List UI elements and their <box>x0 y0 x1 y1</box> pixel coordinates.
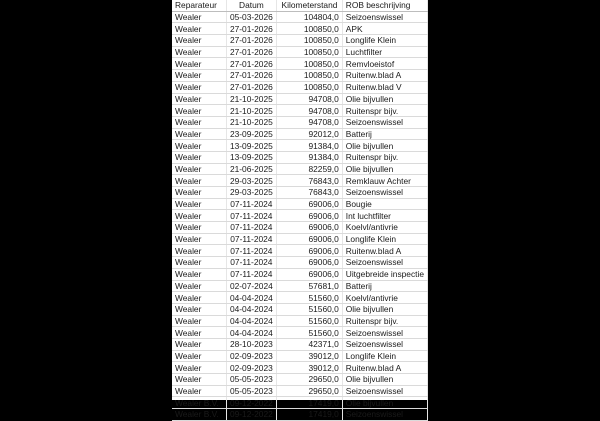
reparateur-cell[interactable]: Wealer <box>172 327 226 339</box>
datum-cell[interactable]: 29-03-2025 <box>226 175 277 187</box>
reparateur-cell[interactable]: Wealer <box>172 292 226 304</box>
reparateur-cell[interactable]: Wealer <box>172 257 226 269</box>
reparateur-cell[interactable]: Wealer <box>172 128 226 140</box>
reparateur-cell[interactable]: Wealer <box>172 81 226 93</box>
table-row <box>172 128 428 140</box>
reparateur-cell[interactable]: Wealer <box>172 105 226 117</box>
beschrijving-cell[interactable]: Int luchtfilter <box>342 210 427 222</box>
table-row <box>172 23 428 35</box>
beschrijving-cell[interactable]: Olie bijvullen <box>342 163 427 175</box>
table-row <box>172 81 428 93</box>
datum-cell[interactable]: 04-04-2024 <box>226 315 277 327</box>
kilometerstand-cell[interactable]: 94708,0 <box>277 93 343 105</box>
table-row <box>172 233 428 245</box>
table-row <box>172 105 428 117</box>
datum-cell[interactable]: 07-11-2024 <box>226 257 277 269</box>
reparateur-cell[interactable]: Wealer <box>172 303 226 315</box>
reparateur-cell[interactable]: Wealer B.V. <box>172 397 226 409</box>
beschrijving-cell[interactable]: Luchtfilter <box>342 46 427 58</box>
datum-cell[interactable]: 07-11-2024 <box>226 222 277 234</box>
kilometerstand-cell[interactable]: 100850,0 <box>277 70 343 82</box>
beschrijving-cell[interactable]: Longlife Klein <box>342 233 427 245</box>
table-row <box>172 151 428 163</box>
table-row <box>172 280 428 292</box>
table-row <box>172 93 428 105</box>
kilometerstand-cell[interactable]: 100850,0 <box>277 35 343 47</box>
beschrijving-cell[interactable]: Olie bijvullen <box>342 140 427 152</box>
kilometerstand-cell[interactable]: 17419,0 <box>277 397 343 409</box>
kilometerstand-cell[interactable]: 69006,0 <box>277 245 343 257</box>
table-row <box>172 35 428 47</box>
reparateur-cell[interactable]: Wealer <box>172 245 226 257</box>
datum-cell[interactable]: 27-01-2026 <box>226 70 277 82</box>
table-row <box>172 292 428 304</box>
beschrijving-cell[interactable]: Remvloeistof <box>342 58 427 70</box>
table-row <box>172 257 428 269</box>
beschrijving-cell[interactable]: Ruitenspr bijv. <box>342 105 427 117</box>
beschrijving-cell[interactable]: Ruitenspr bijv. <box>342 151 427 163</box>
datum-cell[interactable]: 07-11-2024 <box>226 245 277 257</box>
datum-cell[interactable]: 13-09-2025 <box>226 151 277 163</box>
kilometerstand-cell[interactable]: 39012,0 <box>277 350 343 362</box>
reparateur-cell[interactable]: Wealer <box>172 315 226 327</box>
reparateur-cell[interactable]: Wealer <box>172 70 226 82</box>
beschrijving-cell[interactable]: Ruitenw.blad A <box>342 362 427 374</box>
table-row <box>172 70 428 82</box>
beschrijving-cell[interactable]: Seizoenswissel <box>342 11 427 23</box>
table-row <box>172 116 428 128</box>
datum-cell[interactable]: 21-06-2025 <box>226 163 277 175</box>
reparateur-cell[interactable]: Wealer <box>172 116 226 128</box>
kilometerstand-cell[interactable]: 17419,0 <box>277 409 343 421</box>
datum-cell[interactable]: 02-09-2023 <box>226 362 277 374</box>
table-row <box>172 385 428 397</box>
beschrijving-cell[interactable]: Olie bijvullen <box>342 374 427 386</box>
reparateur-cell[interactable]: Wealer <box>172 280 226 292</box>
kilometerstand-cell[interactable]: 69006,0 <box>277 198 343 210</box>
table-row <box>172 140 428 152</box>
table-row <box>172 210 428 222</box>
datum-cell[interactable]: 27-01-2026 <box>226 58 277 70</box>
column-header-kilometerstand[interactable]: Kilometerstand <box>277 0 343 11</box>
reparateur-cell[interactable]: Wealer <box>172 140 226 152</box>
kilometerstand-cell[interactable]: 92012,0 <box>277 128 343 140</box>
beschrijving-cell[interactable]: Ruitenw.blad A <box>342 245 427 257</box>
datum-cell[interactable]: 27-01-2026 <box>226 35 277 47</box>
reparateur-cell[interactable]: Wealer <box>172 385 226 397</box>
beschrijving-cell[interactable]: Batterij <box>342 128 427 140</box>
datum-cell[interactable]: 27-01-2026 <box>226 81 277 93</box>
reparateur-cell[interactable]: Wealer <box>172 175 226 187</box>
table-row <box>172 175 428 187</box>
table-row <box>172 409 428 421</box>
kilometerstand-cell[interactable]: 51560,0 <box>277 292 343 304</box>
kilometerstand-cell[interactable]: 104804,0 <box>277 11 343 23</box>
beschrijving-cell[interactable]: Bougie <box>342 198 427 210</box>
reparateur-cell[interactable]: Wealer <box>172 374 226 386</box>
kilometerstand-cell[interactable]: 76843,0 <box>277 175 343 187</box>
table-row <box>172 245 428 257</box>
datum-cell[interactable]: 27-01-2026 <box>226 23 277 35</box>
reparateur-cell[interactable]: Wealer B.V. <box>172 409 226 421</box>
datum-cell[interactable]: 27-01-2026 <box>226 46 277 58</box>
kilometerstand-cell[interactable]: 76843,0 <box>277 187 343 199</box>
kilometerstand-cell[interactable]: 100850,0 <box>277 46 343 58</box>
kilometerstand-cell[interactable]: 69006,0 <box>277 210 343 222</box>
reparateur-cell[interactable]: Wealer <box>172 233 226 245</box>
datum-cell[interactable]: 04-04-2024 <box>226 327 277 339</box>
reparateur-cell[interactable]: Wealer <box>172 187 226 199</box>
datum-cell[interactable]: 04-04-2024 <box>226 292 277 304</box>
datum-cell[interactable]: 02-07-2024 <box>226 280 277 292</box>
datum-cell[interactable]: 04-04-2024 <box>226 303 277 315</box>
kilometerstand-cell[interactable]: 39012,0 <box>277 362 343 374</box>
table-row <box>172 350 428 362</box>
kilometerstand-cell[interactable]: 94708,0 <box>277 116 343 128</box>
kilometerstand-cell[interactable]: 57681,0 <box>277 280 343 292</box>
column-header-rob-beschrijving[interactable]: ROB beschrijving <box>342 0 427 11</box>
datum-cell[interactable]: 13-09-2025 <box>226 140 277 152</box>
datum-cell[interactable]: 07-11-2024 <box>226 233 277 245</box>
beschrijving-cell[interactable]: Seizoenswissel <box>342 409 427 421</box>
beschrijving-cell[interactable]: Ruitenw.blad A <box>342 70 427 82</box>
table-row <box>172 362 428 374</box>
reparateur-cell[interactable]: Wealer <box>172 58 226 70</box>
kilometerstand-cell[interactable]: 82259,0 <box>277 163 343 175</box>
table-row <box>172 303 428 315</box>
table-row <box>172 198 428 210</box>
reparateur-cell[interactable]: Wealer <box>172 198 226 210</box>
kilometerstand-cell[interactable]: 91384,0 <box>277 140 343 152</box>
table-row <box>172 46 428 58</box>
beschrijving-cell[interactable]: Ruitenspr bijv. <box>342 315 427 327</box>
beschrijving-cell[interactable]: Longlife Klein <box>342 350 427 362</box>
datum-cell[interactable]: 07-11-2024 <box>226 210 277 222</box>
kilometerstand-cell[interactable]: 69006,0 <box>277 257 343 269</box>
kilometerstand-cell[interactable]: 29650,0 <box>277 374 343 386</box>
beschrijving-cell[interactable]: Longlife Klein <box>342 35 427 47</box>
beschrijving-cell[interactable]: APK <box>342 23 427 35</box>
table-row <box>172 58 428 70</box>
beschrijving-cell[interactable]: Seizoenswissel <box>342 187 427 199</box>
header-row <box>172 0 428 11</box>
beschrijving-cell[interactable]: Koelvl/antivrie <box>342 222 427 234</box>
beschrijving-cell[interactable]: Olie bijvullen <box>342 303 427 315</box>
reparateur-cell[interactable]: Wealer <box>172 338 226 350</box>
kilometerstand-cell[interactable]: 69006,0 <box>277 222 343 234</box>
datum-cell[interactable]: 09-12-2022 <box>226 397 277 409</box>
beschrijving-cell[interactable]: Koelvl/antivrie <box>342 292 427 304</box>
table-row <box>172 397 428 409</box>
datum-cell[interactable]: 02-09-2023 <box>226 350 277 362</box>
reparateur-cell[interactable]: Wealer <box>172 210 226 222</box>
reparateur-cell[interactable]: Wealer <box>172 163 226 175</box>
datum-cell[interactable]: 21-10-2025 <box>226 93 277 105</box>
reparateur-cell[interactable]: Wealer <box>172 35 226 47</box>
table-row <box>172 268 428 280</box>
table-row <box>172 315 428 327</box>
kilometerstand-cell[interactable]: 29650,0 <box>277 385 343 397</box>
kilometerstand-cell[interactable]: 69006,0 <box>277 268 343 280</box>
reparateur-cell[interactable]: Wealer <box>172 151 226 163</box>
table-row <box>172 222 428 234</box>
table-body <box>172 11 428 420</box>
datum-cell[interactable]: 29-03-2025 <box>226 187 277 199</box>
beschrijving-cell[interactable]: Olie bijvullen <box>342 93 427 105</box>
kilometerstand-cell[interactable]: 51560,0 <box>277 303 343 315</box>
kilometerstand-cell[interactable]: 100850,0 <box>277 81 343 93</box>
spreadsheet-area <box>172 0 428 420</box>
datum-cell[interactable]: 21-10-2025 <box>226 105 277 117</box>
datum-cell[interactable]: 07-11-2024 <box>226 198 277 210</box>
reparateur-cell[interactable]: Wealer <box>172 362 226 374</box>
kilometerstand-cell[interactable]: 42371,0 <box>277 338 343 350</box>
datum-cell[interactable]: 05-03-2026 <box>226 11 277 23</box>
beschrijving-cell[interactable]: Seizoenswissel <box>342 385 427 397</box>
repair-history-table <box>172 0 428 421</box>
table-row <box>172 187 428 199</box>
reparateur-cell[interactable]: Wealer <box>172 350 226 362</box>
beschrijving-cell[interactable]: Remklauw Achter <box>342 175 427 187</box>
beschrijving-cell[interactable]: Seizoenswissel <box>342 327 427 339</box>
column-header-datum[interactable]: Datum <box>226 0 277 11</box>
beschrijving-cell[interactable]: Seizoenswissel <box>342 257 427 269</box>
datum-cell[interactable]: 05-05-2023 <box>226 385 277 397</box>
reparateur-cell[interactable]: Wealer <box>172 222 226 234</box>
table-row <box>172 338 428 350</box>
table-row <box>172 11 428 23</box>
datum-cell[interactable]: 28-10-2023 <box>226 338 277 350</box>
kilometerstand-cell[interactable]: 94708,0 <box>277 105 343 117</box>
kilometerstand-cell[interactable]: 51560,0 <box>277 315 343 327</box>
datum-cell[interactable]: 21-10-2025 <box>226 116 277 128</box>
reparateur-cell[interactable]: Wealer <box>172 23 226 35</box>
table-row <box>172 374 428 386</box>
kilometerstand-cell[interactable]: 100850,0 <box>277 58 343 70</box>
beschrijving-cell[interactable]: Ruitenw.blad V <box>342 81 427 93</box>
datum-cell[interactable]: 23-09-2025 <box>226 128 277 140</box>
beschrijving-cell[interactable]: Uitgebreide inspectie <box>342 268 427 280</box>
reparateur-cell[interactable]: Wealer <box>172 268 226 280</box>
beschrijving-cell[interactable]: Seizoenswissel <box>342 116 427 128</box>
beschrijving-cell[interactable]: Batterij <box>342 280 427 292</box>
kilometerstand-cell[interactable]: 51560,0 <box>277 327 343 339</box>
datum-cell[interactable]: 09-12-2022 <box>226 409 277 421</box>
datum-cell[interactable]: 07-11-2024 <box>226 268 277 280</box>
kilometerstand-cell[interactable]: 100850,0 <box>277 23 343 35</box>
datum-cell[interactable]: 05-05-2023 <box>226 374 277 386</box>
reparateur-cell[interactable]: Wealer <box>172 11 226 23</box>
kilometerstand-cell[interactable]: 91384,0 <box>277 151 343 163</box>
table-row <box>172 163 428 175</box>
reparateur-cell[interactable]: Wealer <box>172 93 226 105</box>
column-header-reparateur[interactable]: Reparateur <box>172 0 226 11</box>
table-row <box>172 327 428 339</box>
reparateur-cell[interactable]: Wealer <box>172 46 226 58</box>
beschrijving-cell[interactable]: Seizoenswissel <box>342 338 427 350</box>
beschrijving-cell[interactable]: Olie bijvullen <box>342 397 427 409</box>
kilometerstand-cell[interactable]: 69006,0 <box>277 233 343 245</box>
